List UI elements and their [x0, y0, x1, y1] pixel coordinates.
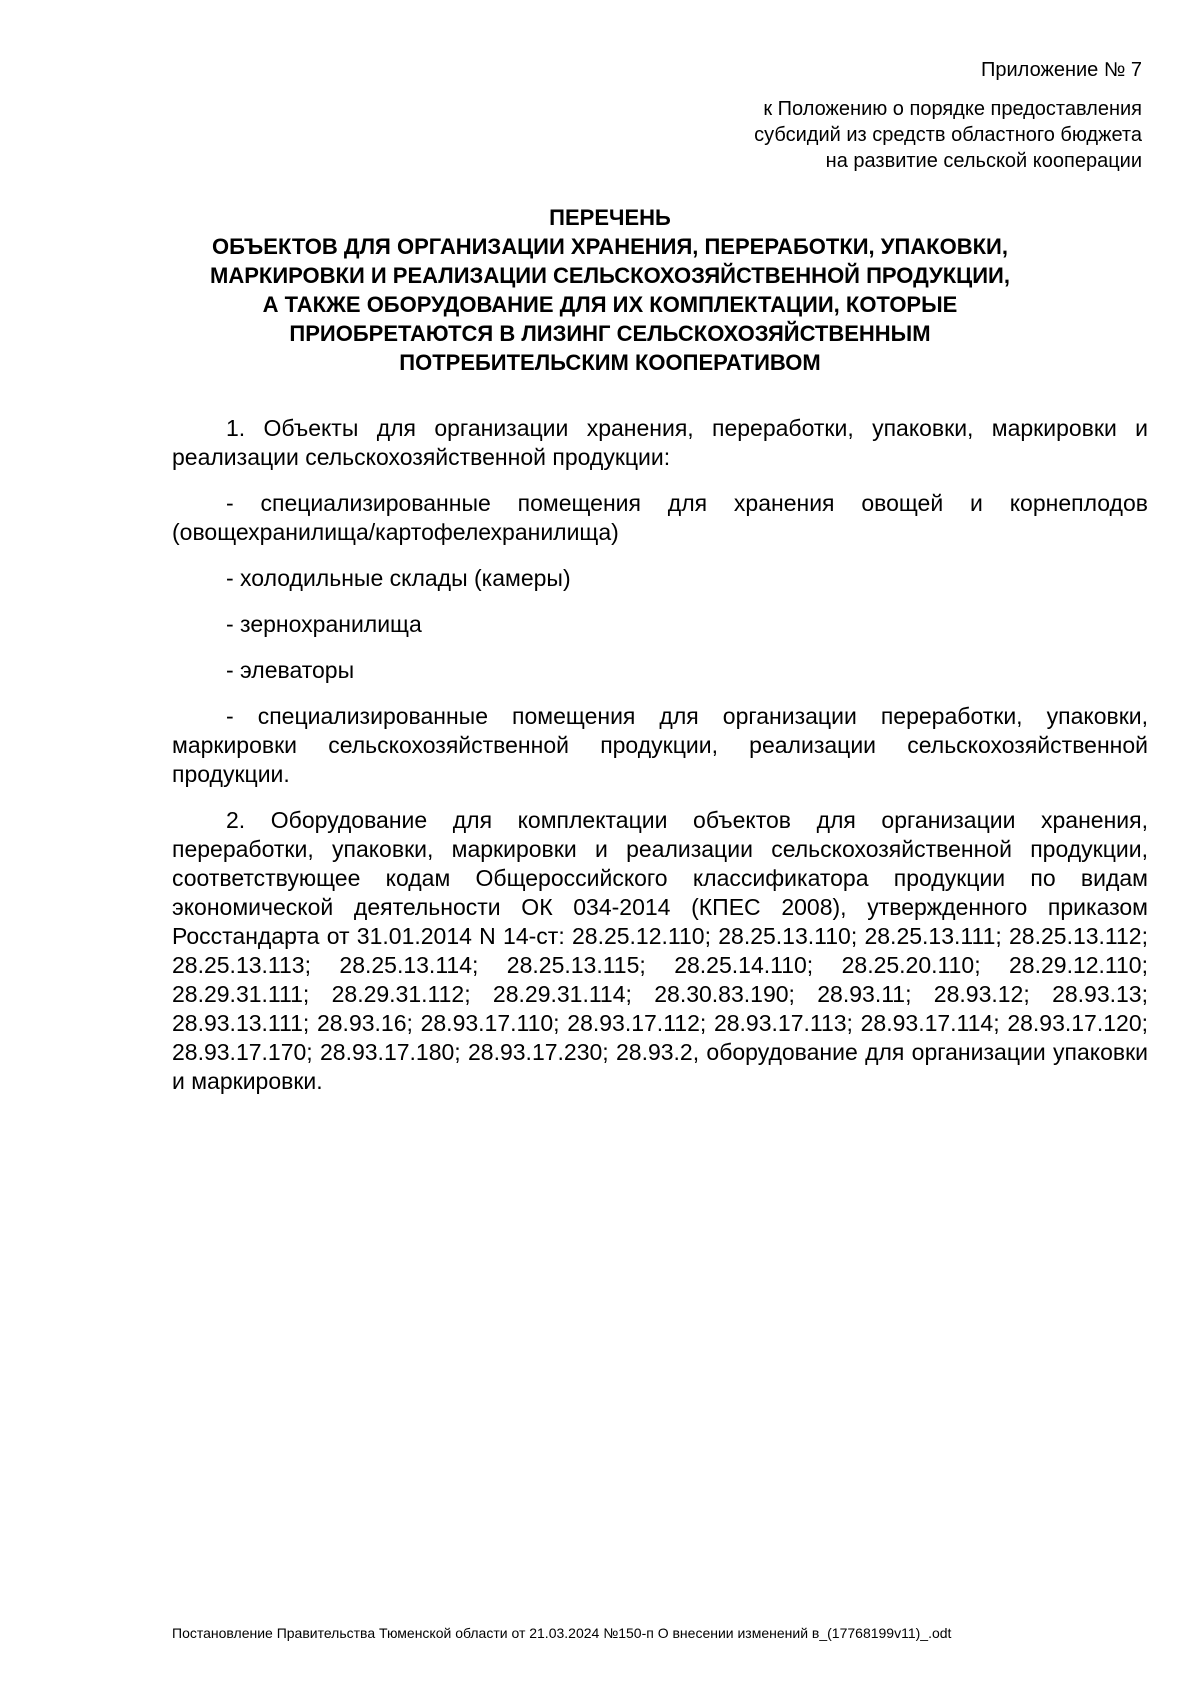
title-line: ПЕРЕЧЕНЬ: [549, 205, 671, 230]
document-title: [160, 203, 1060, 377]
list-item: - специализированные помещения для организации переработки, упаковки, маркировки сельскохозяйственной продукции, реализации сельскохозяйственной продукции.: [172, 703, 1148, 787]
title-line: ОБЪЕКТОВ ДЛЯ ОРГАНИЗАЦИИ ХРАНЕНИЯ, ПЕРЕРАБОТКИ, УПАКОВКИ,: [212, 234, 1008, 259]
appendix-reference-line: на развитие сельской кооперации: [825, 150, 1142, 172]
list-item: - холодильные склады (камеры): [226, 565, 571, 591]
list-item: - элеваторы: [226, 657, 355, 683]
appendix-reference-line: к Положению о порядке предоставления: [763, 98, 1142, 120]
document-footer: Постановление Правительства Тюменской области от 21.03.2024 №150-п О внесении изменений в_(17768199v11)_.odt: [172, 1625, 952, 1641]
title-line: МАРКИРОВКИ И РЕАЛИЗАЦИИ СЕЛЬСКОХОЗЯЙСТВЕННОЙ ПРОДУКЦИИ,: [210, 263, 1010, 288]
section-2-text: 2. Оборудование для комплектации объектов для организации хранения, переработки, упаковки, маркировки и реализации сельскохозяйственной продукции, соответствующее кодам Общероссийского классификатора продукции по видам экономической деятельности ОК 034-2014 (КПЕС 2008), утвержденного приказом Росстандарта от 31.01.2014 N 14-ст: 28.25.12.110; 28.25.13.110; 28.25.13.111; 28.25.13.112; 28.25.13.113; 28.25.13.114; 28.25.13.115; 28.25.14.110; 28.25.20.110; 28.29.12.110; 28.29.31.111; 28.29.31.112; 28.29.31.114; 28.30.83.190; 28.93.11; 28.93.12; 28.93.13; 28.93.13.111; 28.93.16; 28.93.17.110; 28.93.17.112; 28.93.17.113; 28.93.17.114; 28.93.17.120; 28.93.17.170; 28.93.17.180; 28.93.17.230; 28.93.2, оборудование для организации упаковки и маркировки.: [172, 807, 1148, 1094]
appendix-reference: [582, 96, 1142, 174]
appendix-reference-line: субсидий из средств областного бюджета: [754, 124, 1142, 146]
title-line: ПРИОБРЕТАЮТСЯ В ЛИЗИНГ СЕЛЬСКОХОЗЯЙСТВЕННЫМ: [289, 321, 931, 346]
section-1-intro: 1. Объекты для организации хранения, переработки, упаковки, маркировки и реализации сельскохозяйственной продукции:: [172, 415, 1148, 470]
list-item: - зернохранилища: [226, 611, 422, 637]
document-body: [172, 414, 1148, 1113]
title-line: А ТАКЖЕ ОБОРУДОВАНИЕ ДЛЯ ИХ КОМПЛЕКТАЦИИ, КОТОРЫЕ: [262, 292, 958, 317]
title-line: ПОТРЕБИТЕЛЬСКИМ КООПЕРАТИВОМ: [399, 350, 821, 375]
list-item: - специализированные помещения для хранения овощей и корнеплодов (овощехранилища/картофелехранилища): [172, 490, 1148, 545]
appendix-number: Приложение № 7: [981, 59, 1142, 81]
